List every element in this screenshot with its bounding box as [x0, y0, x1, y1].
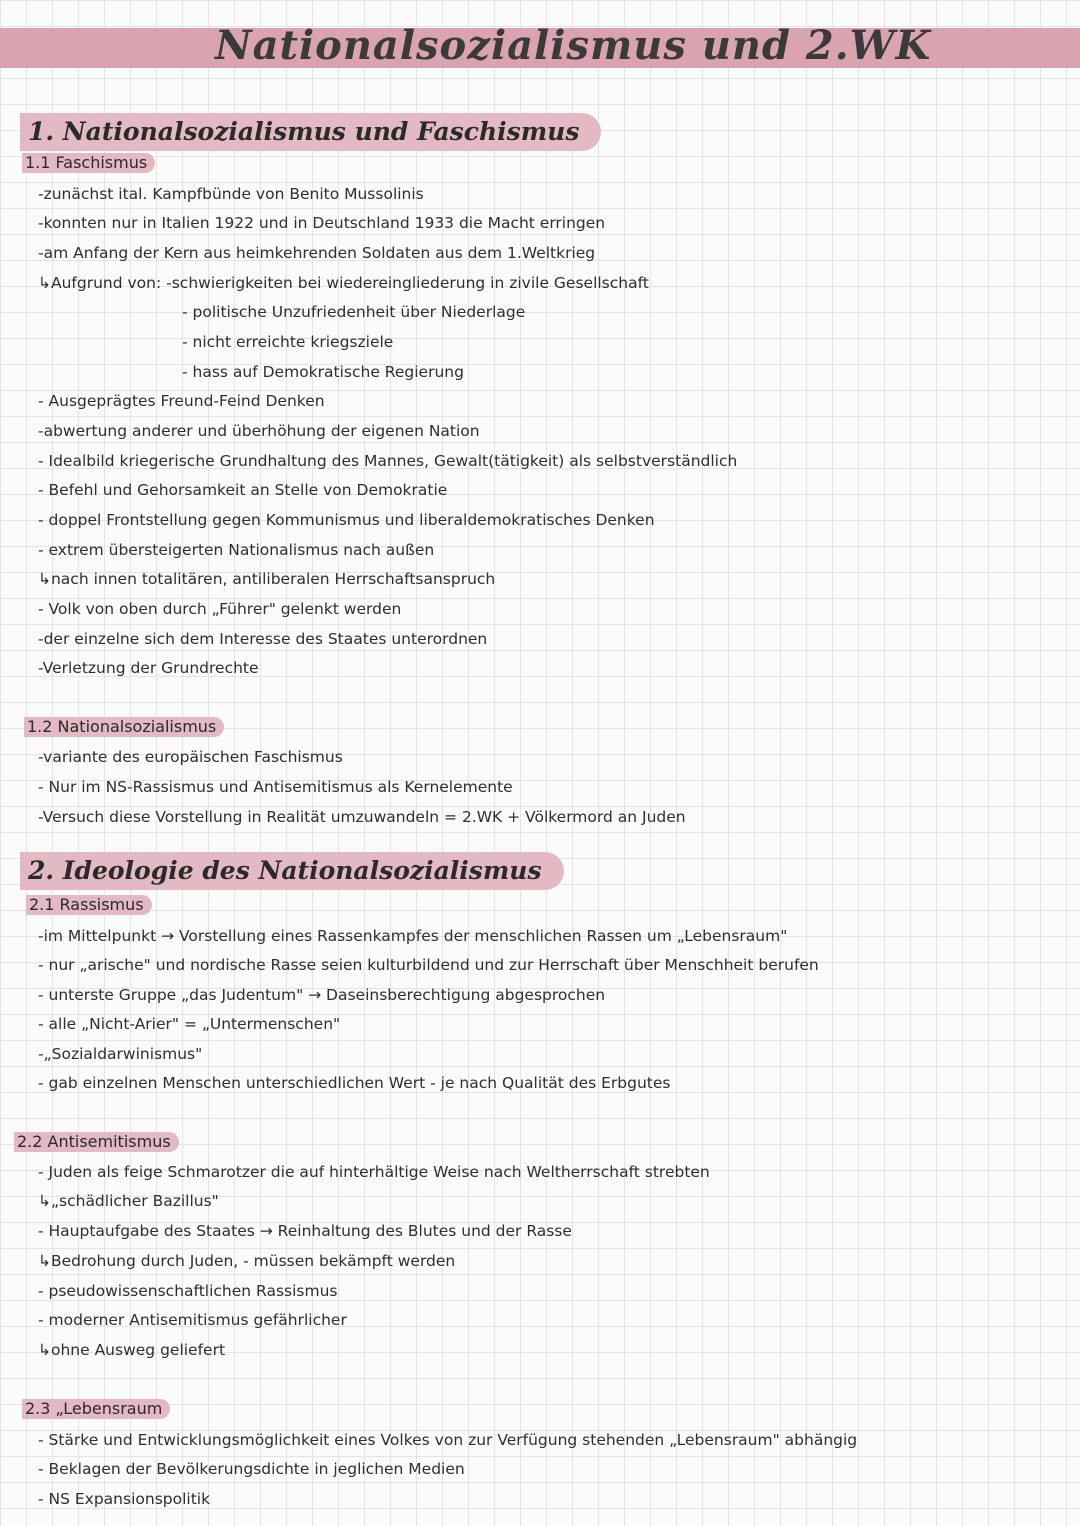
list-item: -im Mittelpunkt → Vorstellung eines Rassenkampfes der menschlichen Rassen um „Lebensraum": [38, 927, 788, 945]
list-item: - nur „arische" und nordische Rasse seien kulturbildend und zur Herrschaft über Menschheit berufen: [38, 956, 819, 974]
subsection-heading-2-2: 2.2 Antisemitismus: [14, 1132, 179, 1152]
list-item: ↳ohne Ausweg geliefert: [38, 1341, 226, 1359]
list-item: - hass auf Demokratische Regierung: [182, 363, 464, 381]
list-item: -abwertung anderer und überhöhung der eigenen Nation: [38, 422, 480, 440]
list-item: ↳Aufgrund von: -schwierigkeiten bei wiedereingliederung in zivile Gesellschaft: [38, 274, 649, 292]
list-item: -„Sozialdarwinismus": [38, 1045, 203, 1063]
subsection-heading-1-2: 1.2 Nationalsozialismus: [24, 717, 224, 737]
subsection-heading-2-3: 2.3 „Lebensraum: [22, 1399, 170, 1419]
subsection-heading-2-1: 2.1 Rassismus: [26, 895, 152, 915]
list-item: - pseudowissenschaftlichen Rassismus: [38, 1282, 338, 1300]
list-item: ↳nach innen totalitären, antiliberalen Herrschaftsanspruch: [38, 570, 496, 588]
list-item: - Beklagen der Bevölkerungsdichte in jeglichen Medien: [38, 1460, 465, 1478]
section-heading-1: 1. Nationalsozialismus und Faschismus: [20, 113, 601, 151]
list-item: - Volk von oben durch „Führer" gelenkt werden: [38, 600, 402, 618]
list-item: -Versuch diese Vorstellung in Realität umzuwandeln = 2.WK + Völkermord an Juden: [38, 808, 686, 826]
list-item: - gab einzelnen Menschen unterschiedlichen Wert - je nach Qualität des Erbgutes: [38, 1074, 671, 1092]
list-item: -am Anfang der Kern aus heimkehrenden Soldaten aus dem 1.Weltkrieg: [38, 244, 596, 262]
list-item: - Hauptaufgabe des Staates → Reinhaltung des Blutes und der Rasse: [38, 1222, 572, 1240]
list-item: ↳„schädlicher Bazillus": [38, 1192, 219, 1210]
list-item: - alle „Nicht-Arier" = „Untermenschen": [38, 1015, 341, 1033]
list-item: -zunächst ital. Kampfbünde von Benito Mussolinis: [38, 185, 424, 203]
list-item: ↳Bedrohung durch Juden, - müssen bekämpft werden: [38, 1252, 456, 1270]
list-item: - moderner Antisemitismus gefährlicher: [38, 1311, 347, 1329]
subsection-heading-1-1: 1.1 Faschismus: [22, 153, 155, 173]
list-item: -Verletzung der Grundrechte: [38, 659, 259, 677]
list-item: - Ausgeprägtes Freund-Feind Denken: [38, 392, 325, 410]
list-item: - nicht erreichte kriegsziele: [182, 333, 394, 351]
list-item: - Stärke und Entwicklungsmöglichkeit eines Volkes von zur Verfügung stehenden „Lebensraum" abhängig: [38, 1431, 858, 1449]
list-item: - unterste Gruppe „das Judentum" → Daseinsberechtigung abgesprochen: [38, 986, 606, 1004]
list-item: - Befehl und Gehorsamkeit an Stelle von Demokratie: [38, 481, 448, 499]
list-item: -konnten nur in Italien 1922 und in Deutschland 1933 die Macht erringen: [38, 214, 606, 232]
list-item: - politische Unzufriedenheit über Niederlage: [182, 303, 526, 321]
page-title: Nationalsozialismus und 2.WK: [215, 22, 932, 69]
list-item: - NS Expansionspolitik: [38, 1490, 211, 1508]
list-item: -der einzelne sich dem Interesse des Staates unterordnen: [38, 630, 488, 648]
list-item: - Juden als feige Schmarotzer die auf hinterhältige Weise nach Weltherrschaft strebten: [38, 1163, 710, 1181]
list-item: -variante des europäischen Faschismus: [38, 748, 343, 766]
list-item: - doppel Frontstellung gegen Kommunismus und liberaldemokratisches Denken: [38, 511, 655, 529]
list-item: - Nur im NS-Rassismus und Antisemitismus als Kernelemente: [38, 778, 513, 796]
list-item: - extrem übersteigerten Nationalismus nach außen: [38, 541, 435, 559]
list-item: - Idealbild kriegerische Grundhaltung des Mannes, Gewalt(tätigkeit) als selbstverständlich: [38, 452, 738, 470]
section-heading-2: 2. Ideologie des Nationalsozialismus: [20, 852, 564, 890]
